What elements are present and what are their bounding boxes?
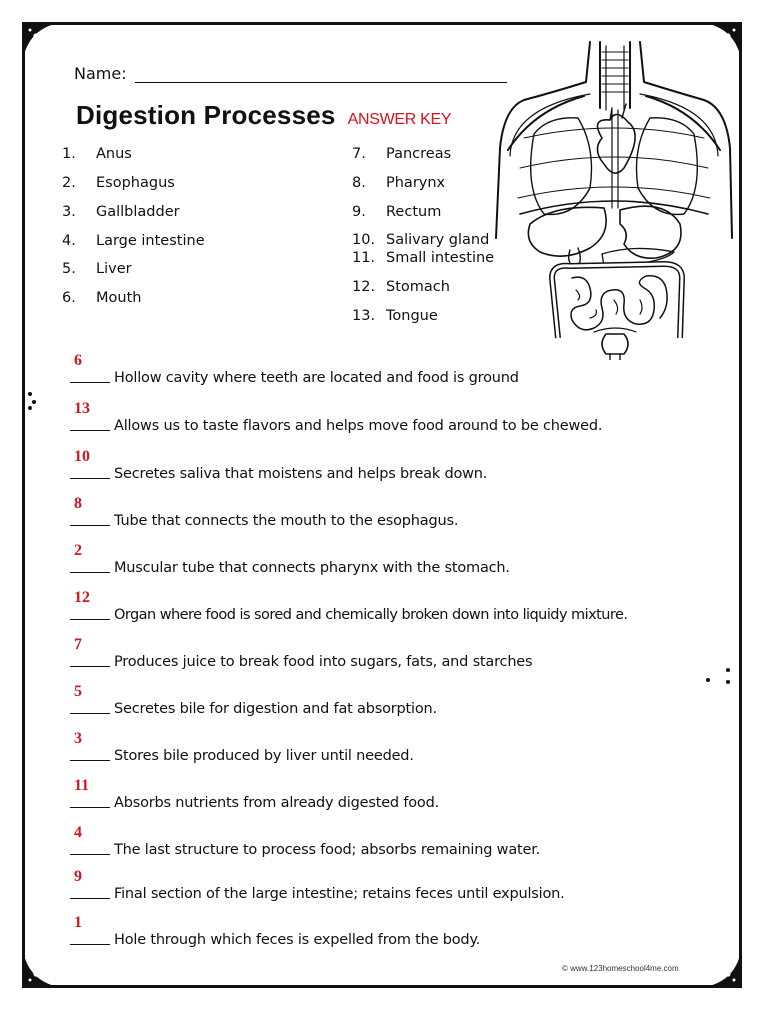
answer-number: 10 [74,448,90,465]
question-row [68,352,748,396]
answer-blank[interactable] [70,666,110,667]
worksheet-title: Digestion Processes [76,100,336,130]
question-row [68,683,748,727]
answer-number: 4 [74,824,82,841]
question-text: Organ where food is sored and chemically broken down into liquidy mixture. [114,607,628,623]
question-row [68,589,748,633]
answer-number: 13 [74,400,90,417]
answer-number: 8 [74,495,82,512]
answer-number: 9 [74,868,82,885]
question-text: Absorbs nutrients from already digested food. [114,795,439,811]
answer-number: 5 [74,683,82,700]
answer-number: 11 [74,777,90,794]
question-text: Stores bile produced by liver until needed. [114,748,414,764]
question-text: Allows us to taste flavors and helps move food around to be chewed. [114,418,603,434]
answer-number: 6 [74,352,82,369]
question-text: Final section of the large intestine; retains feces until expulsion. [114,886,565,902]
answer-blank[interactable] [70,478,110,479]
question-text: Muscular tube that connects pharynx with the stomach. [114,560,510,576]
answer-number: 3 [74,730,82,747]
corner-dots-bottom-left [22,944,66,988]
answer-number: 1 [74,914,82,931]
question-row [68,914,748,958]
question-row [68,636,748,680]
answer-number: 2 [74,542,82,559]
answer-blank[interactable] [70,898,110,899]
corner-dots-top-left [22,22,66,66]
question-row [68,400,748,444]
question-row [68,542,748,586]
name-field[interactable] [74,64,507,83]
question-row [68,495,748,539]
answer-blank[interactable] [70,854,110,855]
answer-blank[interactable] [70,760,110,761]
title-row [76,100,451,131]
answer-key-label: ANSWER KEY [347,111,452,128]
answer-number: 7 [74,636,82,653]
question-row [68,824,748,868]
answer-blank[interactable] [70,525,110,526]
answer-blank[interactable] [70,572,110,573]
question-text: Secretes bile for digestion and fat absorption. [114,701,437,717]
question-text: Secretes saliva that moistens and helps break down. [114,466,488,482]
question-row [68,777,748,821]
answer-blank[interactable] [70,807,110,808]
answer-blank[interactable] [70,619,110,620]
question-text: Hole through which feces is expelled from the body. [114,932,481,948]
question-row [68,448,748,492]
name-label: Name: [74,64,127,83]
digestive-system-diagram [494,38,734,360]
answer-blank[interactable] [70,382,110,383]
question-text: Tube that connects the mouth to the esophagus. [114,513,459,529]
copyright-credit: © www.123homeschool4me.com [562,964,679,973]
answer-blank[interactable] [70,713,110,714]
answer-number: 12 [74,589,90,606]
answer-blank[interactable] [70,430,110,431]
name-line[interactable] [135,68,507,83]
question-text: The last structure to process food; absorbs remaining water. [114,842,541,858]
question-text: Hollow cavity where teeth are located and food is ground [114,370,519,386]
question-row [68,730,748,774]
question-row [68,868,748,912]
question-text: Produces juice to break food into sugars, fats, and starches [114,654,533,670]
answer-blank[interactable] [70,944,110,945]
